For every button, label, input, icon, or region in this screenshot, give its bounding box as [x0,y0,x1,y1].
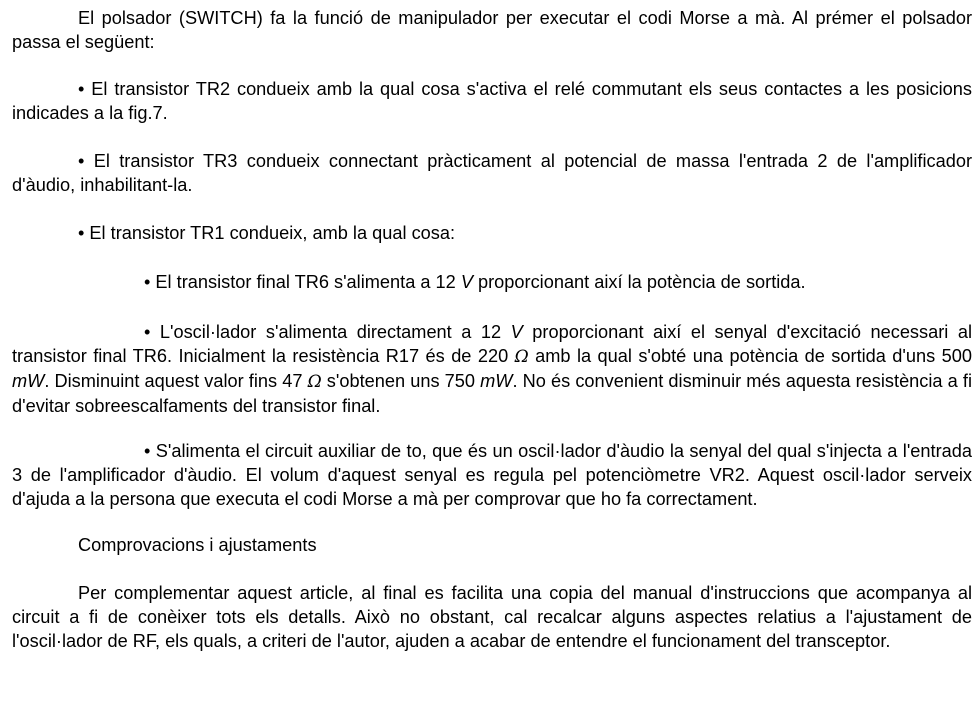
sub-bullet-osc-a: • L'oscil·lador s'alimenta directament a 12 [144,322,511,342]
section-heading [12,533,972,557]
sub-bullet-osc-e: s'obtenen uns 750 [321,371,481,391]
volt-unit: V [510,322,523,342]
intro-paragraph [12,6,972,54]
sub-bullet-osc-b: proporcionant així el senyal d'excitació necessari al transistor final TR6. Inicialment la resistència R17 és de 220 [12,322,973,366]
volt-unit: V [460,272,473,292]
document-page [12,0,972,653]
sub-bullet-tr6 [12,270,972,294]
closing-paragraph [12,581,972,653]
bullet-text-tr3: • El transistor TR3 condueix connectant pràcticament al potencial de massa l'entrada 2 de l'amplificador d'àudio, inhabilitant-la. [12,151,972,195]
sub-bullet-osc-d: . Disminuint aquest valor fins 47 [44,371,308,391]
bullet-paragraph-tr1 [12,221,972,245]
sub-bullet-osc-f: . No és convenient disminuir més aquesta resistència a fi d'evitar sobreescalfaments del transistor final. [12,371,972,416]
sub-bullet-audio-text: • S'alimenta el circuit auxiliar de to, que és un oscil·lador d'àudio la senyal del qual s'injecta a l'entrada 3 de l'amplificador d'àudio. El volum d'aquest senyal es regula pel potenciòmetre VR2. Aquest oscil·lador serveix d'ajuda a la persona que executa el codi Morse a mà per comprovar que ho fa correctament. [12,441,972,509]
sub-bullet-tr6-b: proporcionant així la potència de sortida. [472,272,806,292]
sub-bullet-osc-c: amb la qual s'obté una potència de sortida d'uns 500 [528,346,972,366]
intro-text: El polsador (SWITCH) fa la funció de manipulador per executar el codi Morse a mà. Al prémer el polsador passa el següent: [12,8,972,52]
section-heading-text: Comprovacions i ajustaments [78,535,317,555]
bullet-text-tr1: • El transistor TR1 condueix, amb la qual cosa: [78,223,456,243]
bullet-text-tr2: • El transistor TR2 condueix amb la qual cosa s'activa el relé commutant els seus contactes a les posicions indicades a la fig.7. [12,79,972,123]
bullet-paragraph-tr2 [12,77,972,125]
closing-text: Per complementar aquest article, al final es facilita una copia del manual d'instruccions que acompanya al circuit a fi de conèixer tots els detalls. Això no obstant, cal recalcar alguns aspectes relatius a l'ajustament de l'oscil·lador de RF, els quals, a criteri de l'autor, ajuden a acabar de entendre el funcionament del transceptor. [12,583,972,651]
milliwatt-unit: mW [480,371,513,391]
milliwatt-unit: mW [12,371,45,391]
ohm-symbol: Ω [307,372,322,392]
ohm-symbol: Ω [514,347,529,367]
sub-bullet-tr6-a: • El transistor final TR6 s'alimenta a 12 [144,272,461,292]
bullet-paragraph-tr3 [12,149,972,197]
sub-bullet-oscillator [12,320,972,418]
sub-bullet-audio-tone [12,439,972,511]
